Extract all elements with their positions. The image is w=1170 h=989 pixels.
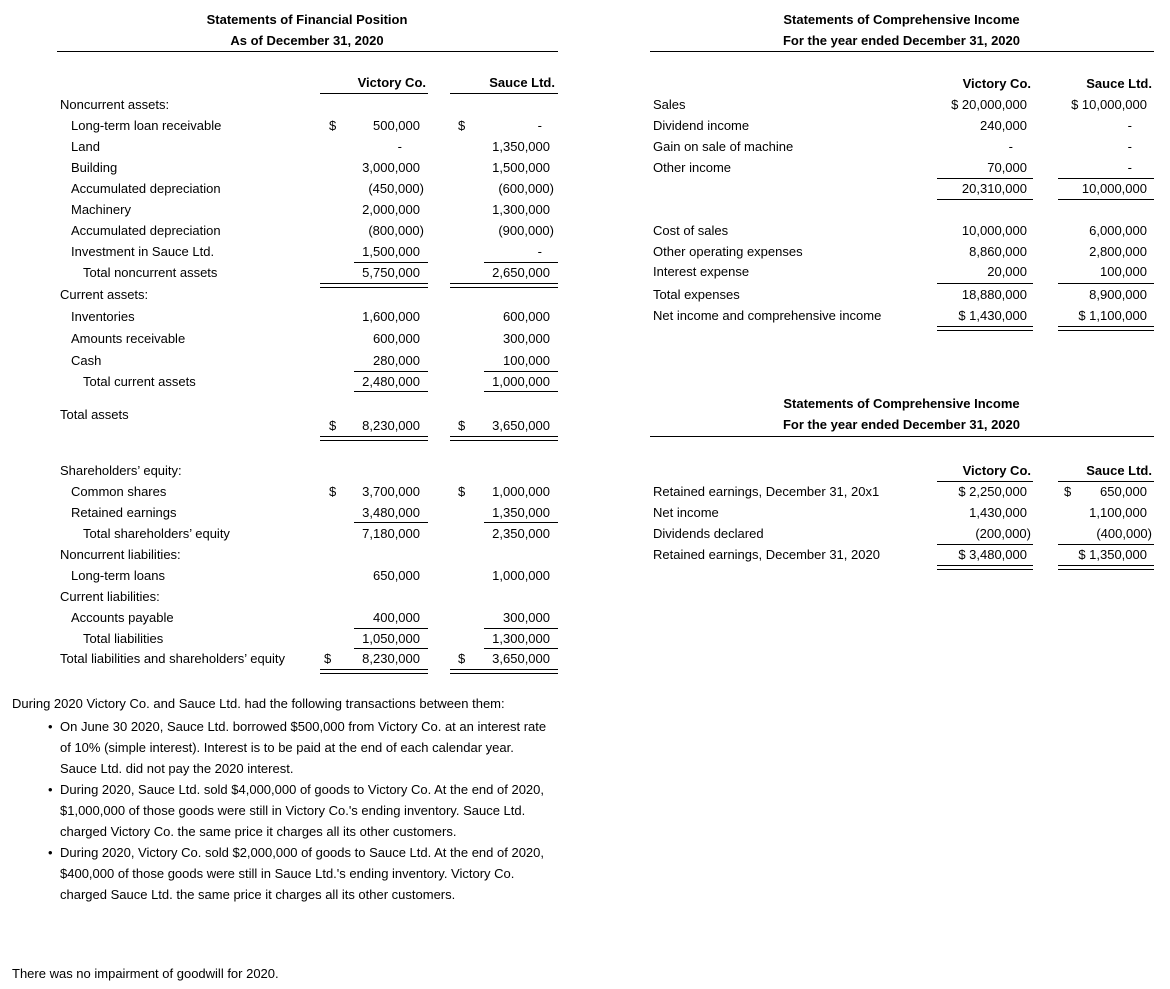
sre-close-label: Retained earnings, December 31, 2020: [653, 547, 880, 562]
sfp-ta-sauce-rule: [450, 436, 558, 441]
sfp-accdep2-sauce: (900,000): [498, 223, 554, 238]
sre-dd-victory: (200,000): [975, 526, 1031, 541]
sci-gain-sauce: -: [1127, 139, 1132, 154]
sfp-invest-victory: 1,500,000: [362, 244, 420, 259]
sci-cos-label: Cost of sales: [653, 223, 729, 238]
sfp-ta-victory-dollar: $: [329, 418, 337, 433]
sfp-tse-victory: 7,180,000: [362, 526, 420, 541]
sfp-ta-sauce: 3,650,000: [492, 418, 550, 433]
sci-header-rule: [650, 51, 1154, 52]
sci-rev-total-sauce-rule: [1058, 199, 1154, 200]
sci-cos-sauce: 6,000,000: [1089, 223, 1147, 238]
sfp-re-sauce-rule: [484, 522, 558, 523]
sfp-invest-victory-rule: [354, 262, 428, 263]
sfp-building-label: Building: [71, 160, 118, 175]
sci-sales-victory: $ 20,000,000: [951, 97, 1027, 112]
sfp-tl-label: Total liabilities: [83, 631, 164, 646]
sfp-tnca-victory: 5,750,000: [362, 265, 420, 280]
sfp-header-rule: [57, 51, 558, 52]
notes-bullet-loan: • On June 30 2020, Sauce Ltd. borrowed $500,000 from Victory Co. at an interest rate of 10% (simple interest). Interest is to be paid at the end of each calendar year. Sauce Ltd. did not pay the 2020 interest.: [12, 716, 554, 779]
sfp-cs-label: Common shares: [71, 484, 167, 499]
sfp-cs-victory: 3,700,000: [362, 484, 420, 499]
sci-sales-sauce: $ 10,000,000: [1071, 97, 1147, 112]
sre-dd-sauce: (400,000): [1096, 526, 1152, 541]
sfp-ncl-heading: Noncurrent liabilities:: [60, 547, 181, 562]
sci-oi-victory: 70,000: [987, 160, 1027, 175]
sfp-ap-victory-rule: [354, 628, 428, 629]
sfp-ap-sauce: 300,000: [503, 610, 550, 625]
sre-col-sauce-rule: [1058, 481, 1154, 482]
sfp-col-sauce: Sauce Ltd.: [489, 75, 555, 90]
sfp-tnca-sauce: 2,650,000: [492, 265, 550, 280]
sfp-cl-heading: Current liabilities:: [60, 589, 160, 604]
sfp-tca-victory: 2,480,000: [362, 374, 420, 389]
sre-ni-victory: 1,430,000: [969, 505, 1027, 520]
sfp-ltl-label: Long-term loans: [71, 568, 165, 583]
notes-bullet-list: [12, 716, 554, 905]
sci-cos-victory: 10,000,000: [961, 223, 1027, 238]
sfp-tca-victory-rule: [354, 391, 428, 392]
sfp-re-victory: 3,480,000: [362, 505, 420, 520]
sfp-land-sauce: 1,350,000: [492, 139, 550, 154]
sci-te-label: Total expenses: [653, 287, 740, 302]
sfp-ar-victory: 600,000: [373, 331, 420, 346]
sci-oi-sauce-rule: [1058, 178, 1154, 179]
sfp-current-assets-heading: Current assets:: [60, 287, 149, 302]
sfp-tse-sauce: 2,350,000: [492, 526, 550, 541]
sfp-accdep2-victory: (800,000): [368, 223, 424, 238]
sre-close-victory: $ 3,480,000: [958, 547, 1027, 562]
sfp-col-sauce-rule: [450, 93, 558, 94]
sfp-tca-label: Total current assets: [83, 374, 196, 389]
sfp-ltlr-victory-dollar: $: [329, 118, 337, 133]
sfp-land-victory: -: [397, 139, 402, 154]
sfp-cs-sauce-dollar: $: [458, 484, 466, 499]
sre-subtitle: For the year ended December 31, 2020: [782, 417, 1020, 432]
sfp-inv-label: Inventories: [71, 309, 135, 324]
sfp-re-label: Retained earnings: [71, 505, 177, 520]
sre-close-victory-rule: [937, 565, 1033, 570]
sfp-tlse-sauce-rule: [450, 669, 558, 674]
sfp-ltl-sauce: 1,000,000: [492, 568, 550, 583]
sre-close-sauce: $ 1,350,000: [1078, 547, 1147, 562]
sfp-machinery-sauce: 1,300,000: [492, 202, 550, 217]
sfp-cash-label: Cash: [71, 353, 102, 368]
sfp-tnca-victory-rule: [320, 283, 428, 288]
sfp-accdep1-sauce: (600,000): [498, 181, 554, 196]
sfp-tlse-victory: 8,230,000: [362, 651, 420, 666]
sci-oi-victory-rule: [937, 178, 1033, 179]
sre-dd-sauce-rule: [1058, 544, 1154, 545]
sci-ooe-label: Other operating expenses: [653, 244, 803, 259]
sfp-ap-sauce-rule: [484, 628, 558, 629]
sci-rev-total-victory: 20,310,000: [961, 181, 1027, 196]
sfp-machinery-victory: 2,000,000: [362, 202, 420, 217]
sfp-re-sauce: 1,350,000: [492, 505, 550, 520]
notes-bullet-victory-sales: • During 2020, Victory Co. sold $2,000,000 of goods to Sauce Ltd. At the end of 2020, $400,000 of those goods were still in Sauce Ltd.'s ending inventory. Victory Co. charged Sauce Ltd. the same price it charges all its other customers.: [12, 842, 554, 905]
sre-header-rule: [650, 436, 1154, 437]
notes-intro: During 2020 Victory Co. and Sauce Ltd. had the following transactions between them:: [12, 696, 505, 711]
sfp-invest-sauce-rule: [484, 262, 558, 263]
sfp-tl-victory-rule: [354, 648, 428, 649]
sci-div-victory: 240,000: [980, 118, 1027, 133]
sfp-ltlr-sauce-dollar: $: [458, 118, 466, 133]
sfp-ar-label: Amounts receivable: [71, 331, 186, 346]
sfp-ap-label: Accounts payable: [71, 610, 174, 625]
sfp-ta-victory-rule: [320, 436, 428, 441]
sfp-tnca-label: Total noncurrent assets: [83, 265, 218, 280]
sci-rev-total-sauce: 10,000,000: [1081, 181, 1147, 196]
sfp-se-heading: Shareholders’ equity:: [60, 463, 182, 478]
sre-ni-sauce: 1,100,000: [1089, 505, 1147, 520]
sfp-tlse-sauce: 3,650,000: [492, 651, 550, 666]
sfp-ta-label: Total assets: [60, 407, 129, 422]
sre-close-sauce-rule: [1058, 565, 1154, 570]
sfp-ltlr-label: Long-term loan receivable: [71, 118, 222, 133]
sci-oi-label: Other income: [653, 160, 732, 175]
sci-ooe-victory: 8,860,000: [969, 244, 1027, 259]
sfp-tlse-victory-dollar: $: [324, 651, 332, 666]
sfp-land-label: Land: [71, 139, 100, 154]
sci-ooe-sauce: 2,800,000: [1089, 244, 1147, 259]
sci-rev-total-victory-rule: [937, 199, 1033, 200]
sfp-tse-label: Total shareholders’ equity: [83, 526, 230, 541]
sci-ie-label: Interest expense: [653, 264, 750, 279]
sci-ie-sauce-rule: [1058, 283, 1154, 284]
sre-dd-victory-rule: [937, 544, 1033, 545]
sfp-noncurrent-assets-heading: Noncurrent assets:: [60, 97, 170, 112]
notes-bullet-sauce-sales: • During 2020, Sauce Ltd. sold $4,000,000 of goods to Victory Co. At the end of 2020, $1,000,000 of those goods were still in Victory Co.'s ending inventory. Sauce Ltd. charged Victory Co. the same price it charges all its other customers.: [12, 779, 554, 842]
sci-title: Statements of Comprehensive Income: [783, 12, 1020, 27]
sre-col-victory-rule: [937, 481, 1033, 482]
sfp-accdep1-label: Accumulated depreciation: [71, 181, 221, 196]
sfp-cash-sauce-rule: [484, 371, 558, 372]
sci-ie-victory: 20,000: [987, 264, 1027, 279]
sfp-col-victory-rule: [320, 93, 428, 94]
sre-col-sauce: Sauce Ltd.: [1086, 463, 1152, 478]
sci-div-label: Dividend income: [653, 118, 750, 133]
sfp-cs-victory-dollar: $: [329, 484, 337, 499]
sfp-cs-sauce: 1,000,000: [492, 484, 550, 499]
sfp-invest-label: Investment in Sauce Ltd.: [71, 244, 215, 259]
sfp-machinery-label: Machinery: [71, 202, 131, 217]
sfp-ltl-victory: 650,000: [373, 568, 420, 583]
sfp-title: Statements of Financial Position: [206, 12, 408, 27]
sfp-cash-victory: 280,000: [373, 353, 420, 368]
sci-te-victory: 18,880,000: [961, 287, 1027, 302]
sfp-invest-sauce: -: [537, 244, 542, 259]
sci-sales-label: Sales: [653, 97, 686, 112]
sfp-tca-sauce: 1,000,000: [492, 374, 550, 389]
sfp-building-sauce: 1,500,000: [492, 160, 550, 175]
sfp-building-victory: 3,000,000: [362, 160, 420, 175]
sci-ni-label: Net income and comprehensive income: [653, 308, 882, 323]
sci-ie-victory-rule: [937, 283, 1033, 284]
sfp-ltlr-sauce: -: [537, 118, 542, 133]
sfp-accdep2-label: Accumulated depreciation: [71, 223, 221, 238]
sre-open-label: Retained earnings, December 31, 20x1: [653, 484, 880, 499]
sre-dd-label: Dividends declared: [653, 526, 764, 541]
sfp-ap-victory: 400,000: [373, 610, 420, 625]
sfp-subtitle: As of December 31, 2020: [230, 33, 384, 48]
sfp-cash-victory-rule: [354, 371, 428, 372]
sfp-tca-sauce-rule: [484, 391, 558, 392]
sci-te-sauce: 8,900,000: [1089, 287, 1147, 302]
sci-col-victory: Victory Co.: [962, 76, 1031, 91]
sci-ni-victory-rule: [937, 326, 1033, 331]
sfp-tl-sauce-rule: [484, 648, 558, 649]
sci-ni-sauce: $ 1,100,000: [1078, 308, 1147, 323]
sfp-col-victory: Victory Co.: [357, 75, 426, 90]
sci-gain-label: Gain on sale of machine: [653, 139, 794, 154]
sfp-tl-victory: 1,050,000: [362, 631, 420, 646]
sci-div-sauce: -: [1127, 118, 1132, 133]
sre-ni-label: Net income: [653, 505, 719, 520]
sci-gain-victory: -: [1008, 139, 1013, 154]
sfp-tl-sauce: 1,300,000: [492, 631, 550, 646]
sfp-re-victory-rule: [354, 522, 428, 523]
sfp-inv-sauce: 600,000: [503, 309, 550, 324]
sre-title: Statements of Comprehensive Income: [783, 396, 1020, 411]
sci-ie-sauce: 100,000: [1100, 264, 1147, 279]
sre-open-victory: $ 2,250,000: [958, 484, 1027, 499]
sfp-cash-sauce: 100,000: [503, 353, 550, 368]
sfp-ltlr-victory: 500,000: [373, 118, 420, 133]
sfp-inv-victory: 1,600,000: [362, 309, 420, 324]
sfp-tnca-sauce-rule: [450, 283, 558, 288]
sre-open-sauce-dollar: $: [1064, 484, 1072, 499]
sfp-ta-victory: 8,230,000: [362, 418, 420, 433]
sfp-tlse-label: Total liabilities and shareholders’ equity: [60, 651, 285, 666]
sfp-tlse-victory-rule: [320, 669, 428, 674]
sci-ni-victory: $ 1,430,000: [958, 308, 1027, 323]
sci-col-sauce: Sauce Ltd.: [1086, 76, 1152, 91]
sre-open-sauce: 650,000: [1100, 484, 1147, 499]
sci-ni-sauce-rule: [1058, 326, 1154, 331]
sfp-ta-sauce-dollar: $: [458, 418, 466, 433]
sfp-tlse-sauce-dollar: $: [458, 651, 466, 666]
sre-col-victory: Victory Co.: [962, 463, 1031, 478]
sfp-accdep1-victory: (450,000): [368, 181, 424, 196]
sci-oi-sauce: -: [1127, 160, 1132, 175]
notes-footer: There was no impairment of goodwill for 2020.: [12, 966, 279, 981]
sfp-ar-sauce: 300,000: [503, 331, 550, 346]
sci-subtitle: For the year ended December 31, 2020: [782, 33, 1020, 48]
